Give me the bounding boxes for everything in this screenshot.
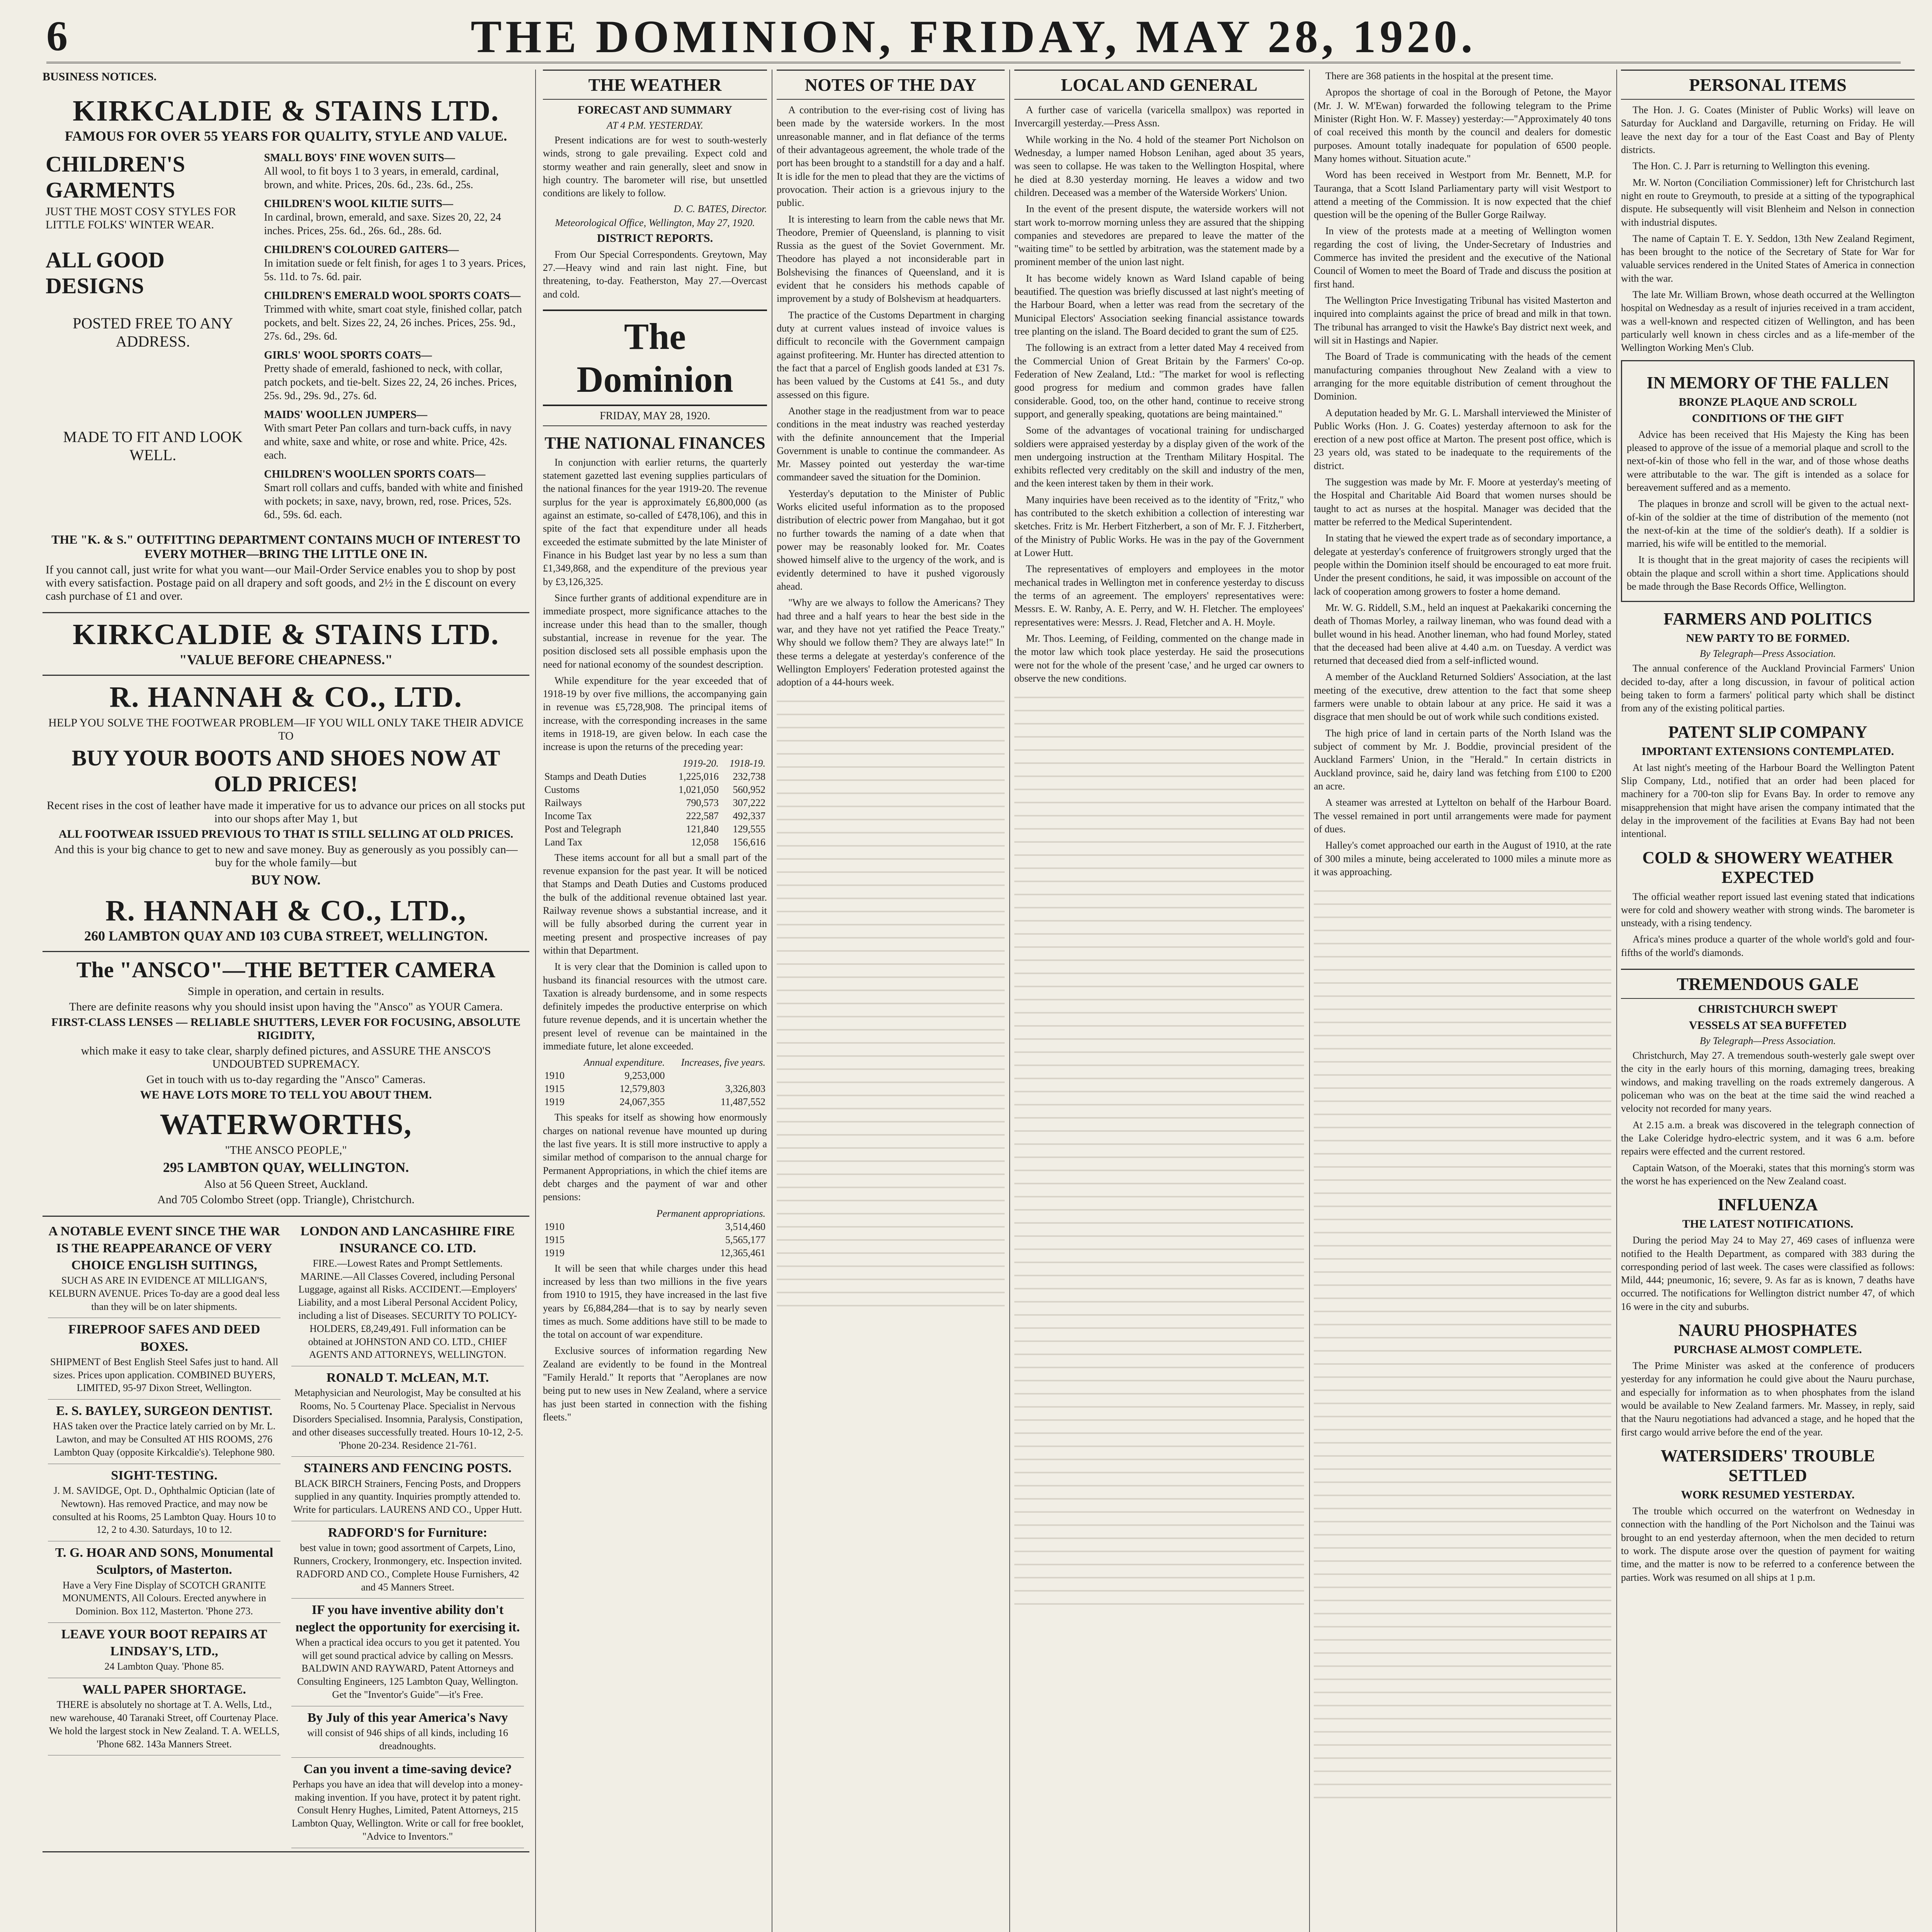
table-cell: 12,365,461	[720, 1247, 765, 1259]
table-header-row	[543, 1056, 767, 1069]
paragraph: It will be seen that while charges under this head increased by less than two millions in the five years from 1910 to 1915, they have increased in the last five years by £6,884,284—that is to say by nearly seven times as much. Some additions have still to be made to the total on account of war expenditure.	[543, 1262, 767, 1340]
product-item	[264, 197, 526, 238]
table-cell: 1915	[544, 1083, 565, 1095]
table-cell: 560,952	[733, 784, 765, 795]
table-header-cell: Permanent appropriations.	[656, 1208, 765, 1219]
paragraph: It is interesting to learn from the cable news that Mr. Theodore, Premier of Queensland, is planning to visit Russia as the guest of the Soviet Government. Mr. Theodore has played a not inconsiderable part in Bolshevising the finances of Queensland, and it is evident that he considers his methods capable of improvement by a study of Bolshevism at headquarters.	[777, 213, 1005, 304]
ad-note: MADE TO FIT AND LOOK WELL.	[63, 428, 243, 464]
editorial-body	[543, 1262, 767, 1424]
classified-ad	[48, 1400, 281, 1464]
column-rule	[535, 70, 536, 1932]
classified-heading: Can you invent a time-saving device?	[303, 1762, 512, 1776]
ad-note: POSTED FREE TO ANY ADDRESS.	[73, 314, 233, 350]
product-name: CHILDREN'S WOOL KILTIE SUITS—	[264, 197, 453, 210]
right-column	[1621, 70, 1915, 1932]
paragraph: A member of the Auckland Returned Soldiers' Association, at the last meeting of the executive, drew attention to the fact that some sheep farmers were unable to obtain labour at any price. He said it was a disgrace that men should be out of work while such conditions existed.	[1314, 671, 1611, 723]
table-cell: 232,738	[733, 770, 765, 782]
product-name: CHILDREN'S WOOLLEN SPORTS COATS—	[264, 468, 486, 480]
table-cell: 1915	[544, 1234, 565, 1245]
table-row	[543, 1095, 767, 1109]
table-row	[543, 770, 767, 783]
table-cell: Post and Telegraph	[544, 823, 621, 835]
classified-ad	[48, 1678, 281, 1755]
product-description: All wool, to fit boys 1 to 3 years, in emerald, cardinal, brown, and white. Prices, 20s. 6d., 23s. 6d., 25s.	[264, 165, 499, 191]
paragraph: The high price of land in certain parts of the North Island was the subject of comment by Mr. J. Boddie, provincial president of the Auckland Farmers' Union, in the "Herald." In certain districts in Auckland province, said he, dairy land was fetching from £100 to £200 an acre.	[1314, 727, 1611, 792]
gale-byline: By Telegraph—Press Association.	[1699, 1035, 1836, 1047]
table-cell: 3,514,460	[725, 1221, 765, 1232]
paragraph: Another stage in the readjustment from war to peace conditions in the meat industry was reached yesterday with the definite announcement that the Imperial Government is unable to continue the commandeer. As Mr. Massey pointed out yesterday the war-time commandeer saved the situation for the Dominion.	[777, 405, 1005, 483]
column-text-continuation	[1314, 882, 1611, 1809]
classified-ad	[48, 1220, 281, 1318]
paragraph: These items account for all but a small part of the revenue expansion for the past year. It will be noticed that Stamps and Death Duties and Customs produced the bulk of the additional revenue obtained last year. Railway revenue shows a substantial increase, and it will be fully absorbed during the current year in meeting present and prospective increases of pay within that Department.	[543, 852, 767, 956]
table-cell: 5,565,177	[725, 1234, 765, 1245]
district-reports: From Our Special Correspondents. Greytown, May 27.—Heavy wind and rain last night. Fine, but threatening, to-day. Featherston, May 27.—Overcast and cold.	[543, 248, 767, 300]
classified-body: SHIPMENT of Best English Steel Safes just to hand. All sizes. Prices upon application. COMBINED BUYERS, LIMITED, 95-97 Dixon Street, Wellington.	[50, 1356, 279, 1394]
watersiders-body: The trouble which occurred on the waterfront on Wednesday in connection with the handling of the Port Nicholson and the Tainui was brought to an end yesterday afternoon, when the men decided to return to work. The dispute arose over the question of payment for waiting time, and the matter is now to be referred to a conference between the parties. Work was resumed on all ships at 1 p.m.	[1621, 1505, 1915, 1583]
paragraph: The Wellington Price Investigating Tribunal has visited Masterton and inquired into complaints against the price of bread and milk in that town. The tribunal has arranged to visit the Hawke's Bay district next week, and will sit in Hastings and Napier.	[1314, 295, 1611, 346]
newspaper-flag: The Dominion	[543, 310, 767, 406]
table-cell: Land Tax	[544, 836, 583, 848]
classified-ads	[43, 1217, 529, 1852]
table-cell: Railways	[544, 797, 582, 808]
notes-heading: NOTES OF THE DAY	[777, 70, 1005, 100]
farmers-heading: FARMERS AND POLITICS	[1663, 609, 1872, 629]
slip-subheading: IMPORTANT EXTENSIONS CONTEMPLATED.	[1641, 745, 1894, 758]
classified-heading: FIREPROOF SAFES AND DEED BOXES.	[68, 1322, 260, 1354]
table-row	[543, 1247, 767, 1260]
weather-heading: THE WEATHER	[543, 70, 767, 100]
paragraph: In conjunction with earlier returns, the quarterly statement gazetted last evening supplies particulars of the national finances for the year 1919-20. The revenue surplus for the year is approximately £6,800,000 (as against an estimate, so-called of £478,106), and this in spite of the fact that expenditure under all heads exceeded the estimate submitted by the late Minister of Finance in his Budget last year by no less a sum than £1,349,868, and the expenditure of the previous year by £3,126,325.	[543, 456, 767, 587]
table-cell: Income Tax	[544, 810, 592, 821]
paragraph: The Board of Trade is communicating with the heads of the cement manufacturing companies throughout New Zealand with a view to arranging for the more equitable distribution of cement throughout the Dominion.	[1314, 351, 1611, 402]
paragraph: Advice has been received that His Majesty the King has been pleased to approve of the issue of a memorial plaque and scroll to the next-of-kin of those who fell in the war, and of those whose deaths were attributable to the war. The gift is intended as a solace for bereavement suffered and as a memento.	[1627, 429, 1909, 493]
ad-body: HELP YOU SOLVE THE FOOTWEAR PROBLEM—IF YOU WILL ONLY TAKE THEIR ADVICE TO	[48, 716, 524, 742]
weather-time: AT 4 P.M. YESTERDAY.	[607, 120, 703, 131]
table-header-cell: 1919-20.	[682, 757, 719, 769]
weather-subheading: FORECAST AND SUMMARY	[577, 104, 733, 116]
issue-date: FRIDAY, MAY 28, 1920.	[543, 410, 767, 426]
paragraph: Apropos the shortage of coal in the Borough of Petone, the Mayor (Mr. J. W. M'Ewan) forwarded the following telegram to the Prime Minister (Right Hon. W. F. Massey) yesterday:—"Approximately 40 tons of coal received this month by the council and dealers for domestic purposes. Amount totally inadequate for population of 6500 people. Many homes without. Situation acute."	[1314, 87, 1611, 164]
classified-ad	[291, 1758, 524, 1848]
paragraph: Word has been received in Westport from Mr. Bennett, M.P. for Tauranga, that a Scott Island Parliamentary party will visit Westport to attend a meeting of the Commission. It is now expected that the chief question will be the opening of the Buller Gorge Railway.	[1314, 169, 1611, 221]
classified-body: Metaphysician and Neurologist, May be consulted at his Rooms, No. 5 Courtenay Place. Specialist in Nervous Disorders Specialised. Insomnia, Paralysis, Constipation, and other diseases successfully treated. Hours 10-12, 2-5. 'Phone 20-234. Residence 21-761.	[292, 1387, 523, 1451]
paragraph: There are 368 patients in the hospital at the present time.	[1325, 70, 1553, 82]
editorial-body	[543, 851, 767, 1053]
paragraph: Mr. W. G. Riddell, S.M., held an inquest at Paekakariki concerning the death of Thomas Morley, a railway lineman, who was found dead with a bullet wound in his head. Another lineman, who had found Morley, stated that the deceased had been alive at 4.40 a.m. on Tuesday. A verdict was returned that deceased died from a self-inflicted wound.	[1314, 602, 1611, 667]
masthead	[46, 8, 1901, 63]
paragraph: At 2.15 a.m. a break was discovered in the telegraph connection of the Lake Coleridge hydro-electric system, and it was 6 a.m. before repairs were effected and the current restored.	[1621, 1119, 1915, 1157]
paragraph: A contribution to the ever-rising cost of living has been made by the waterside workers. In the most unreasonable manner, and in flat defiance of the terms of their advantageous agreement, the whole trade of the port has been brought to a standstill for a day and a half. It is idle for the men to plead that they are the victims of provocation. Their action is a grievous injury to the public.	[777, 104, 1005, 209]
ad-subheading: JUST THE MOST COSY STYLES FOR LITTLE FOLKS' WINTER WEAR.	[46, 205, 236, 231]
newspaper-title: THE DOMINION, FRIDAY, MAY 28, 1920.	[471, 11, 1476, 62]
product-item	[264, 289, 526, 343]
advertiser-name: R. HANNAH & CO., LTD.,	[105, 894, 467, 927]
product-name: GIRLS' WOOL SPORTS COATS—	[264, 349, 432, 361]
table-cell: 1919	[544, 1096, 565, 1108]
table-row	[543, 1233, 767, 1247]
classified-ad	[48, 1318, 281, 1400]
local-heading: LOCAL AND GENERAL	[1014, 70, 1304, 100]
table-header-row	[543, 757, 767, 770]
memorial-subheading: BRONZE PLAQUE AND SCROLL	[1679, 395, 1857, 408]
editorial-body	[543, 1111, 767, 1204]
classified-column	[286, 1217, 529, 1851]
product-description: Pretty shade of emerald, fashioned to neck, with collar, patch pockets, and tie-belt. Sizes 22, 24, 26 inches. Prices, 25s. 9d., 29s. 9d., 27s. 6d.	[264, 362, 517, 402]
paragraph: A deputation headed by Mr. G. L. Marshall interviewed the Minister of Public Works (Hon. J. G. Coates) yesterday afternoon to ask for the erection of a new post office at Marton. The present post office, which is 23 years old, was stated to be inadequate to the requirements of the district.	[1314, 407, 1611, 471]
product-description: With smart Peter Pan collars and turn-back cuffs, in navy and white, saxe and white, or rose and white. Price, 42s. each.	[264, 422, 512, 461]
farmers-byline: By Telegraph—Press Association.	[1699, 648, 1836, 660]
table-row	[543, 1220, 767, 1233]
ansco-ad	[43, 952, 529, 1217]
ad-body: ALL FOOTWEAR ISSUED PREVIOUS TO THAT IS STILL SELLING AT OLD PRICES.	[58, 827, 514, 840]
table-row	[543, 796, 767, 810]
nauru-body: The Prime Minister was asked at the conference of producers yesterday for any information he could give about the Nauru purchase, and especially for information as to when phosphates from the island would be available to New Zealand farmers. Mr. Massey, in reply, said that the Nauru negotiations had advanced a stage, and he hoped that the first cargo would arrive before the end of the year.	[1621, 1360, 1915, 1438]
gale-subheading: CHRISTCHURCH SWEPT	[1698, 1003, 1838, 1016]
gale-heading: TREMENDOUS GALE	[1621, 969, 1915, 999]
classified-body: Have a Very Fine Display of SCOTCH GRANITE MONUMENTS, All Colours. Erected anywhere in Dominion. Box 112, Masterton. 'Phone 273.	[62, 1579, 266, 1617]
column-rule	[1309, 70, 1310, 1932]
gale-body	[1621, 1049, 1915, 1188]
classified-heading: RADFORD'S for Furniture:	[328, 1526, 488, 1540]
table-header-cell: Increases, five years.	[681, 1057, 765, 1068]
memorial-box	[1621, 360, 1915, 602]
classified-heading: WALL PAPER SHORTAGE.	[82, 1682, 246, 1697]
table-header-cell	[543, 1056, 570, 1069]
table-cell: 11,487,552	[720, 1096, 765, 1108]
table-cell: 156,616	[733, 836, 765, 848]
table-cell: 1910	[544, 1221, 565, 1232]
table-row	[543, 1069, 767, 1082]
ad-heading: CHILDREN'S GARMENTS	[46, 151, 185, 202]
paragraph: Exclusive sources of information regarding New Zealand are evidently to be found in the Montreal "Family Herald." It reports that "Aeroplanes are now being put to new uses in New Zealand, where a service has just been started in connection with the fishing fleets."	[543, 1345, 767, 1423]
notes-body	[777, 104, 1005, 689]
ad-body: which make it easy to take clear, sharply defined pictures, and ASSURE THE ANSCO'S UNDOUBTED SUPREMACY.	[81, 1044, 491, 1070]
classified-ad	[291, 1521, 524, 1599]
appropriations-table	[543, 1207, 767, 1260]
ad-body: WE HAVE LOTS MORE TO TELL YOU ABOUT THEM.	[140, 1088, 432, 1101]
paragraph: The following is an extract from a letter dated May 4 received from the Commercial Union of Great Britain by the Farmers' Co-op. Federation of New Zealand, Ltd.: "The market for wool is reflecting good progress for medium and common grades have fallen considerable. Good, too, on the other hand, continue to receive strong support, and generally speaking, quotations are being maintained."	[1014, 342, 1304, 420]
ad-body: There are definite reasons why you should insist upon having the "Ansco" as YOUR Camera.	[69, 1000, 503, 1013]
paragraph: Yesterday's deputation to the Minister of Public Works elicited useful information as to the proposed distribution of electric power from Mangahao, but it got no further towards the naming of a date when that power may be reasonably looked for. Mr. Coates showed himself alive to the urgency of the work, and is evidently determined to have it pushed vigorously ahead.	[777, 488, 1005, 592]
paragraph: In the event of the present dispute, the waterside workers will not start work to-morrow morning unless they are assured that the shipping companies and stevedores are prepared to leave the matter of the "waiting time" to be settled by arbitration, was the statement made by a prominent member of the union last night.	[1014, 203, 1304, 268]
ad-banner: THE "K. & S." OUTFITTING DEPARTMENT CONTAINS MUCH OF INTEREST TO EVERY MOTHER—BRING THE LITTLE ONE IN.	[51, 532, 520, 561]
influenza-body: During the period May 24 to May 27, 469 cases of influenza were notified to the Health Department, as compared with 383 during the corresponding period of last week. The cases were classified as follows: Mild, 444; pneumonic, 16; severe, 9. As far as is known, 7 deaths have occurred. The notifications for Wellington district number 47, of which 16 were in the city and suburbs.	[1621, 1235, 1915, 1312]
influenza-subheading: THE LATEST NOTIFICATIONS.	[1682, 1218, 1854, 1231]
classified-heading: SIGHT-TESTING.	[111, 1468, 218, 1483]
table-row	[543, 783, 767, 796]
product-name: MAIDS' WOOLLEN JUMPERS—	[264, 408, 427, 421]
classified-heading: IF you have inventive ability don't neglect the opportunity for exercising it.	[295, 1603, 520, 1634]
classified-heading: A NOTABLE EVENT SINCE THE WAR IS THE REAPPEARANCE OF VERY CHOICE ENGLISH SUITINGS,	[48, 1224, 280, 1272]
classified-body: FIRE.—Lowest Rates and Prompt Settlements. MARINE.—All Classes Covered, including Personal Luggage, against all Risks. ACCIDENT.—Employers' Liability, and a most Liberal Personal Accident Policy, including a list of Diseases. SECURITY TO POLICY-HOLDERS, £8,249,491. Full information can be obtained at JOHNSTON AND CO. LTD., CHIEF AGENTS AND ATTORNEYS, WELLINGTON.	[298, 1257, 517, 1361]
slip-body: At last night's meeting of the Harbour Board the Wellington Patent Slip Company, Ltd., notified that an order had been placed for machinery for a 700-ton slip for Evans Bay. In order to remove any misapprehension that might have arisen the company intimated that the delay in the improvement of the facilities at Evans Bay had not been intentional.	[1621, 762, 1915, 840]
table-cell: 1910	[544, 1070, 565, 1082]
memorial-subheading: CONDITIONS OF THE GIFT	[1692, 412, 1844, 425]
local-body	[1314, 70, 1611, 879]
paragraph: This speaks for itself as showing how enormously charges on national revenue have mounted up during the last five years. It is still more instructive to apply a similar method of comparison to the annual charge for Permanent Appropriations, in which the chief items are debt charges and the payment of war and other pensions:	[543, 1112, 767, 1203]
table-cell: 1919	[544, 1247, 565, 1259]
product-description: In imitation suede or felt finish, for ages 1 to 3 years. Prices, 5s. 11d. to 7s. 6d. pair.	[264, 257, 526, 283]
editorial-body	[543, 456, 767, 754]
ad-body: If you cannot call, just write for what you want—our Mail-Order Service enables you to shop by post with every satisfaction. Postage paid on all drapery and soft goods, and 2½ in the £ discount on every cash purchase of £1 and over.	[46, 563, 516, 602]
influenza-heading: INFLUENZA	[1718, 1195, 1818, 1214]
product-description: In cardinal, brown, emerald, and saxe. Sizes 20, 22, 24 inches. Prices, 25s. 6d., 26s. 6d., 28s. 6d.	[264, 211, 501, 237]
table-cell: 222,587	[686, 810, 719, 821]
classified-ad	[291, 1457, 524, 1521]
paragraph: The suggestion was made by Mr. F. Moore at yesterday's meeting of the Hospital and Charitable Aid Board that women nurses should be taught to act as nurses at the hospital. Manager was decided that the matter be referred to the Medical Superintendent.	[1314, 476, 1611, 527]
product-item	[264, 349, 526, 403]
paragraph: The representatives of employers and employees in the motor mechanical trades in Wellington met in conference yesterday to discuss the terms of an agreement. The employers' representatives were: Messrs. E. W. Ranby, A. E. Perry, and W. H. Fletcher. The employees' representatives were: Messrs. J. Read, Fletcher and A. H. Moyle.	[1014, 563, 1304, 628]
table-cell: 1,225,016	[678, 770, 719, 782]
classified-body: J. M. SAVIDGE, Opt. D., Ophthalmic Optician (late of Newtown). Has removed Practice, and may now be consulted at his Rooms, 25 Lambton Quay. Hours 10 to 12, 2 to 4.30. Saturdays, 10 to 12.	[52, 1485, 276, 1536]
classified-ad	[48, 1541, 281, 1623]
classified-ad	[291, 1706, 524, 1758]
cold-heading: COLD & SHOWERY WEATHER EXPECTED	[1642, 848, 1893, 887]
table-row	[543, 810, 767, 823]
nauru-subheading: PURCHASE ALMOST COMPLETE.	[1673, 1343, 1862, 1356]
notes-column	[777, 70, 1005, 1932]
paragraph: While expenditure for the year exceeded that of 1918-19 by over five millions, the accompanying gain in revenue was £5,728,908. The principal items of increase, with the corresponding increases in the same items in 1918-19, are given below. In each case the increase is upon the returns of the preceding year:	[543, 675, 767, 753]
ad-heading: ALL GOOD DESIGNS	[46, 247, 165, 298]
table-cell: 1,021,050	[678, 784, 719, 795]
classified-ad	[291, 1366, 524, 1457]
ad-heading: The "ANSCO"—THE BETTER CAMERA	[76, 957, 496, 982]
table-header-cell	[543, 757, 668, 770]
paragraph: The plaques in bronze and scroll will be given to the actual next-of-kin of the soldier at the time of distribution of the memento (not the next-of-kin at the time of the soldier's death). If a soldier is married, his wife will be entitled to the memorial.	[1627, 498, 1909, 549]
ad-address: 295 LAMBTON QUAY, WELLINGTON.	[163, 1159, 409, 1175]
column-rule	[1616, 70, 1617, 1932]
table-row	[543, 823, 767, 836]
table-cell: 492,337	[733, 810, 765, 821]
table-header-cell: Annual expenditure.	[583, 1057, 665, 1068]
classified-ad	[48, 1623, 281, 1678]
cold-body: The official weather report issued last evening stated that indications were for cold and showery weather with strong winds. The barometer is unsteady, with a rising tendency.	[1621, 891, 1915, 929]
paragraph: Since further grants of additional expenditure are in immediate prospect, more significance attaches to the increase under this head than to the smaller, though substantial, increase in revenue for the year. The position disclosed sets all possible emphasis upon the need for national economy of the soundest description.	[543, 592, 767, 670]
advertiser-name: R. HANNAH & CO., LTD.	[109, 680, 463, 713]
memorial-heading: IN MEMORY OF THE FALLEN	[1646, 373, 1889, 392]
classified-body: When a practical idea occurs to you get it patented. You will get sound practical advice by calling on Messrs. BALDWIN AND RAYWARD, Patent Attorneys and Consulting Engineers, 125 Lambton Quay, Wellington. Get the "Inventor's Guide"—it's Free.	[295, 1636, 520, 1700]
slip-heading: PATENT SLIP COMPANY	[1668, 722, 1867, 742]
paragraph: A steamer was arrested at Lyttelton on behalf of the Harbour Board. The vessel remained in port until arrangements were made for payment of dues.	[1314, 797, 1611, 835]
ad-heading: BUY YOUR BOOTS AND SHOES NOW AT OLD PRICES!	[71, 745, 500, 796]
kirkcaldie-ad	[43, 90, 529, 613]
classified-body: 24 Lambton Quay. 'Phone 85.	[104, 1661, 224, 1672]
farmers-subheading: NEW PARTY TO BE FORMED.	[1686, 632, 1850, 645]
product-item	[264, 408, 526, 462]
table-row	[543, 1082, 767, 1095]
classified-heading: LEAVE YOUR BOOT REPAIRS AT LINDSAY'S, LTD.,	[61, 1627, 267, 1659]
product-description: Smart roll collars and cuffs, banded with white and finished with pockets; in saxe, navy, brown, red, rose. Prices, 52s. 6d., 59s. 6d. each.	[264, 481, 523, 521]
table-cell: 12,579,803	[619, 1083, 665, 1095]
paragraph: In stating that he viewed the expert trade as of secondary importance, a delegate at yesterday's conference of fruitgrowers strongly urged that the people within the Dominion itself should be encouraged to eat more fruit. Under the present conditions, he said, it was impossible on account of the lack of cooperation among growers to foster a home demand.	[1314, 532, 1611, 597]
paragraph: "Why are we always to follow the Americans? They had three and a half years to hear the best side in the war, and they have not yet ratified the Peace Treaty." Why should we follow them? They are always late!" In these terms a delegate at yesterday's conference of the Wellington Employers' Federation protested against the adoption of a 44-hours week.	[777, 597, 1005, 688]
ad-body: Get in touch with us to-day regarding the "Ansco" Cameras.	[146, 1073, 426, 1086]
ad-body: Recent rises in the cost of leather have made it imperative for us to advance our prices on all stocks put into our shops after May 1, but	[47, 799, 525, 825]
classified-body: THERE is absolutely no shortage at T. A. Wells, Ltd., new warehouse, 40 Taranaki Street, off Courtenay Place. We hold the largest stock in New Zealand. T. A. WELLS, 'Phone 682. 143a Manners Street.	[49, 1699, 280, 1750]
ad-tagline: "VALUE BEFORE CHEAPNESS."	[179, 651, 393, 667]
paragraph: Captain Watson, of the Moeraki, states that this morning's storm was the worst he has experienced on the New Zealand coast.	[1621, 1162, 1915, 1187]
personal-heading: PERSONAL ITEMS	[1621, 70, 1915, 100]
nauru-heading: NAURU PHOSPHATES	[1678, 1321, 1857, 1340]
local-body	[1014, 104, 1304, 685]
table-cell: 9,253,000	[624, 1070, 665, 1082]
gale-subheading: VESSELS AT SEA BUFFETED	[1689, 1019, 1847, 1032]
personal-body	[1621, 104, 1915, 355]
expenditure-table	[543, 1056, 767, 1109]
table-header-cell	[543, 1207, 581, 1220]
weather-text: Present indications are for west to south-westerly winds, strong to gale prevailing. Expect cold and stormy weather and rain generally, sleet and snow in high country. The barometer will rise, but unsettled conditions are likely to follow.	[543, 134, 767, 199]
weather-office: Meteorological Office, Wellington, May 27, 1920.	[555, 217, 755, 228]
table-cell: 12,058	[691, 836, 719, 848]
product-name: CHILDREN'S COLOURED GAITERS—	[264, 243, 459, 256]
paragraph: The practice of the Customs Department in charging duty at current values instead of invoice values is difficult to reconcile with the Government campaign against profiteering. Mr. Hunter has directed attention to the fact that a parcel of English goods landed at £31 7s. has been valued by the Customs at £41 5s., and duty assessed on this figure.	[777, 309, 1005, 400]
classified-column	[43, 1217, 286, 1851]
local-continued-column	[1314, 70, 1611, 1932]
table-cell: 129,555	[733, 823, 765, 835]
paragraph: The name of Captain T. E. Y. Seddon, 13th New Zealand Regiment, has been brought to the notice of the Secretary of State for War for valuable services rendered in the United States of America in connection with the war.	[1621, 233, 1915, 284]
table-cell: 24,067,355	[619, 1096, 665, 1108]
africa-note: Africa's mines produce a quarter of the whole world's gold and four-fifths of the world's diamonds.	[1621, 934, 1915, 958]
paragraph: Mr. W. Norton (Conciliation Commissioner) left for Christchurch last night en route to Greymouth, to preside at a sitting of the typographical dispute. He subsequently will visit Blenheim and Nelson in connection with industrial disputes.	[1621, 177, 1915, 228]
watersiders-heading: WATERSIDERS' TROUBLE SETTLED	[1660, 1446, 1875, 1485]
advertiser-name: KIRKCALDIE & STAINS LTD.	[73, 94, 499, 127]
classified-body: will consist of 946 ships of all kinds, including 16 dreadnoughts.	[307, 1727, 508, 1752]
classified-heading: LONDON AND LANCASHIRE FIRE INSURANCE CO. LTD.	[300, 1224, 515, 1255]
weather-signature: D. C. BATES, Director.	[673, 203, 767, 214]
table-header-row	[543, 1207, 767, 1220]
kirkcaldie-ad-2	[43, 613, 529, 676]
column-text-continuation	[1014, 688, 1304, 1616]
paragraph: Christchurch, May 27. A tremendous south-westerly gale swept over the city in the early hours of this morning, damaging trees, breaking windows, and making travelling on the roads extremely dangerous. A policeman who was on the beat at the time said the wind reached a velocity not recorded for many years.	[1621, 1050, 1915, 1114]
product-name: CHILDREN'S EMERALD WOOL SPORTS COATS—	[264, 289, 521, 302]
classified-body: SUCH AS ARE IN EVIDENCE AT MILLIGAN'S, KELBURN AVENUE. Prices To-day are a good deal less than they will be on later shipments.	[49, 1275, 280, 1312]
paragraph: The Hon. J. G. Coates (Minister of Public Works) will leave on Saturday for Auckland and Dargaville, returning on Friday. He will leave the next day for a tour of the East Coast and Bay of Plenty districts.	[1621, 104, 1915, 155]
table-row	[543, 836, 767, 849]
table-cell: 121,840	[686, 823, 719, 835]
ad-body: And this is your big chance to get to new and save money. Buy as generously as you possibly can—buy for the whole family—but	[54, 843, 518, 869]
local-column	[1014, 70, 1304, 1932]
farmers-body: The annual conference of the Auckland Provincial Farmers' Union decided to-day, after a long discussion, in favour of political action being taken to form a farmers' political party which shall be distinct from any of the existing political parties.	[1621, 663, 1915, 714]
column-rule	[1009, 70, 1010, 1932]
product-description: Trimmed with white, smart coat style, finished collar, patch pockets, and belt. Sizes 22, 24, 26 inches. Prices, 25s. 9d., 27s. 6d., 29s. 6d.	[264, 303, 522, 342]
classified-heading: By July of this year America's Navy	[307, 1710, 508, 1725]
ad-body: BUY NOW.	[251, 872, 321, 888]
classified-heading: T. G. HOAR AND SONS, Monumental Sculptors, of Masterton.	[55, 1546, 274, 1577]
section-label: BUSINESS NOTICES.	[43, 70, 157, 83]
ad-address: And 705 Colombo Street (opp. Triangle), Christchurch.	[157, 1193, 415, 1206]
district-reports-heading: DISTRICT REPORTS.	[597, 231, 713, 245]
paragraph: Many inquiries have been received as to the identity of "Fritz," who has contributed to the sketch exhibition a collection of interesting war sketches. Fritz is Mr. Herbert Fitzherbert, a son of Mr. F. J. Fitzherbert, of the Ministry of Public Works. He was in the pay of the Government at Lower Hutt.	[1014, 494, 1304, 558]
table-cell: 3,326,803	[725, 1083, 765, 1095]
ad-body: FIRST-CLASS LENSES — RELIABLE SHUTTERS, LEVER FOR FOCUSING, ABSOLUTE RIGIDITY,	[51, 1015, 521, 1042]
product-item	[264, 151, 526, 192]
classified-body: BLACK BIRCH Strainers, Fencing Posts, and Droppers supplied in any quantity. Inquiries promptly attended to. Write for particulars. LAURENS AND CO., Upper Hutt.	[293, 1478, 522, 1515]
classified-heading: E. S. BAYLEY, SURGEON DENTIST.	[56, 1404, 272, 1418]
paragraph: The Hon. C. J. Parr is returning to Wellington this evening.	[1633, 160, 1870, 172]
classified-body: HAS taken over the Practice lately carried on by Mr. L. Lawton, and may be Consulted AT HIS ROOMS, 276 Lambton Quay (opposite Kirkcaldie's). Telephone 980.	[53, 1420, 276, 1458]
table-cell: 790,573	[686, 797, 719, 808]
paragraph: Halley's comet approached our earth in the August of 1910, at the rate of 300 miles a minute, being accelerated to 1000 miles a minute more as it was approaching.	[1314, 840, 1611, 878]
page-number: 6	[46, 12, 68, 60]
table-cell: Customs	[544, 784, 580, 795]
advertiser-name: KIRKCALDIE & STAINS LTD.	[73, 618, 499, 651]
classified-heading: RONALD T. McLEAN, M.T.	[326, 1371, 489, 1385]
editorial-column	[543, 70, 767, 1932]
paragraph: In view of the protests made at a meeting of Wellington women regarding the cost of living, the Under-Secretary of Industries and Commerce has invited the president and the executive of the National Council of Women to meet the Board of Trade and discuss the position at first hand.	[1314, 225, 1611, 290]
classified-heading: STAINERS AND FENCING POSTS.	[304, 1461, 512, 1476]
watersiders-subheading: WORK RESUMED YESTERDAY.	[1681, 1488, 1855, 1501]
paragraph: A further case of varicella (varicella smallpox) was reported in Invercargill yesterday.—Press Assn.	[1014, 104, 1304, 129]
table-cell: Stamps and Death Duties	[544, 770, 646, 782]
hannah-ad	[43, 676, 529, 952]
paragraph: It is thought that in the great majority of cases the recipients will obtain the plaque and scroll within a short time. Applications should be made through the Base Records Office, Wellington.	[1627, 554, 1909, 592]
table-cell: 307,222	[733, 797, 765, 808]
memorial-body	[1627, 428, 1909, 594]
ad-address: Also at 56 Queen Street, Auckland.	[204, 1177, 368, 1190]
product-item	[264, 243, 526, 284]
ad-body: Simple in operation, and certain in results.	[187, 985, 384, 998]
editorial-headline: THE NATIONAL FINANCES	[544, 433, 765, 452]
ad-tagline: FAMOUS FOR OVER 55 YEARS FOR QUALITY, STYLE AND VALUE.	[65, 128, 507, 144]
column-text-continuation	[777, 692, 1005, 1310]
classified-ad	[291, 1599, 524, 1706]
paragraph: While working in the No. 4 hold of the steamer Port Nicholson on Wednesday, a lumper named Hobson Lenihan, aged about 35 years, was seen to collapse. He was taken to the Wellington Hospital, where he died at 8.30 yesterday morning. He leaves a widow and two children. Deceased was a member of the Waterside Workers' Union.	[1014, 134, 1304, 198]
ad-tagline: "THE ANSCO PEOPLE,"	[225, 1143, 347, 1156]
revenue-table	[543, 757, 767, 849]
classified-body: Perhaps you have an idea that will develop into a money-making invention. If you have, protect it by patent right. Consult Henry Hughes, Limited, Patent Attorneys, 215 Lambton Quay, Wellington. Write or call for free booklet, "Advice to Inventors."	[292, 1778, 524, 1842]
paragraph: It is very clear that the Dominion is called upon to husband its financial resources with the utmost care. Taxation is already burdensome, and in some respects definitely impedes the productive enterprise on which future revenue depends, and it is uncertain whether the present level of revenue can be maintained in the immediate future, let alone exceeded.	[543, 961, 767, 1052]
table-header-cell: 1918-19.	[729, 757, 765, 769]
classified-ad	[48, 1464, 281, 1541]
paragraph: Some of the advantages of vocational training for undischarged soldiers were appraised yesterday by a display given of the work of the men undergoing instruction at the Trentham Military Hospital. The exhibits reflected very creditably on the skill and industry of the men, and the keen interest taken by them in their work.	[1014, 425, 1304, 489]
product-item	[264, 468, 526, 522]
classified-ad	[291, 1220, 524, 1367]
product-list	[264, 151, 526, 527]
ad-address: 260 LAMBTON QUAY AND 103 CUBA STREET, WELLINGTON.	[84, 928, 488, 944]
paragraph: It has become widely known as Ward Island capable of being beautified. The question was briefly discussed at last night's meeting of the Harbour Board, when a letter was read from the secretary of the Municipal Electors' Association seeking financial assistance towards tree planting on the island. The Board decided to grant the sum of £25.	[1014, 272, 1304, 337]
paragraph: Mr. Thos. Leeming, of Feilding, commented on the change made in the motor law which took place yesterday. He said the prosecutions were not for the whole of the present 'case,' and he urged car owners to observe the new conditions.	[1014, 633, 1304, 684]
paragraph: The late Mr. William Brown, whose death occurred at the Wellington hospital on Wednesday as a result of injuries received in a tram accident, was a well-known and respected citizen of Wellington, and has been particularly well known in chess circles and as a life-member of the Wellington Working Men's Club.	[1621, 289, 1915, 354]
product-name: SMALL BOYS' FINE WOVEN SUITS—	[264, 151, 455, 164]
advertiser-name: WATERWORTHS,	[160, 1108, 412, 1141]
table-cell	[667, 1069, 767, 1082]
classified-body: best value in town; good assortment of Carpets, Lino, Runners, Crockery, Ironmongery, etc. Inspection invited. RADFORD AND CO., Complete House Furnishers, 42 and 45 Manners Street.	[293, 1542, 522, 1593]
advertisement-column	[43, 70, 529, 1932]
